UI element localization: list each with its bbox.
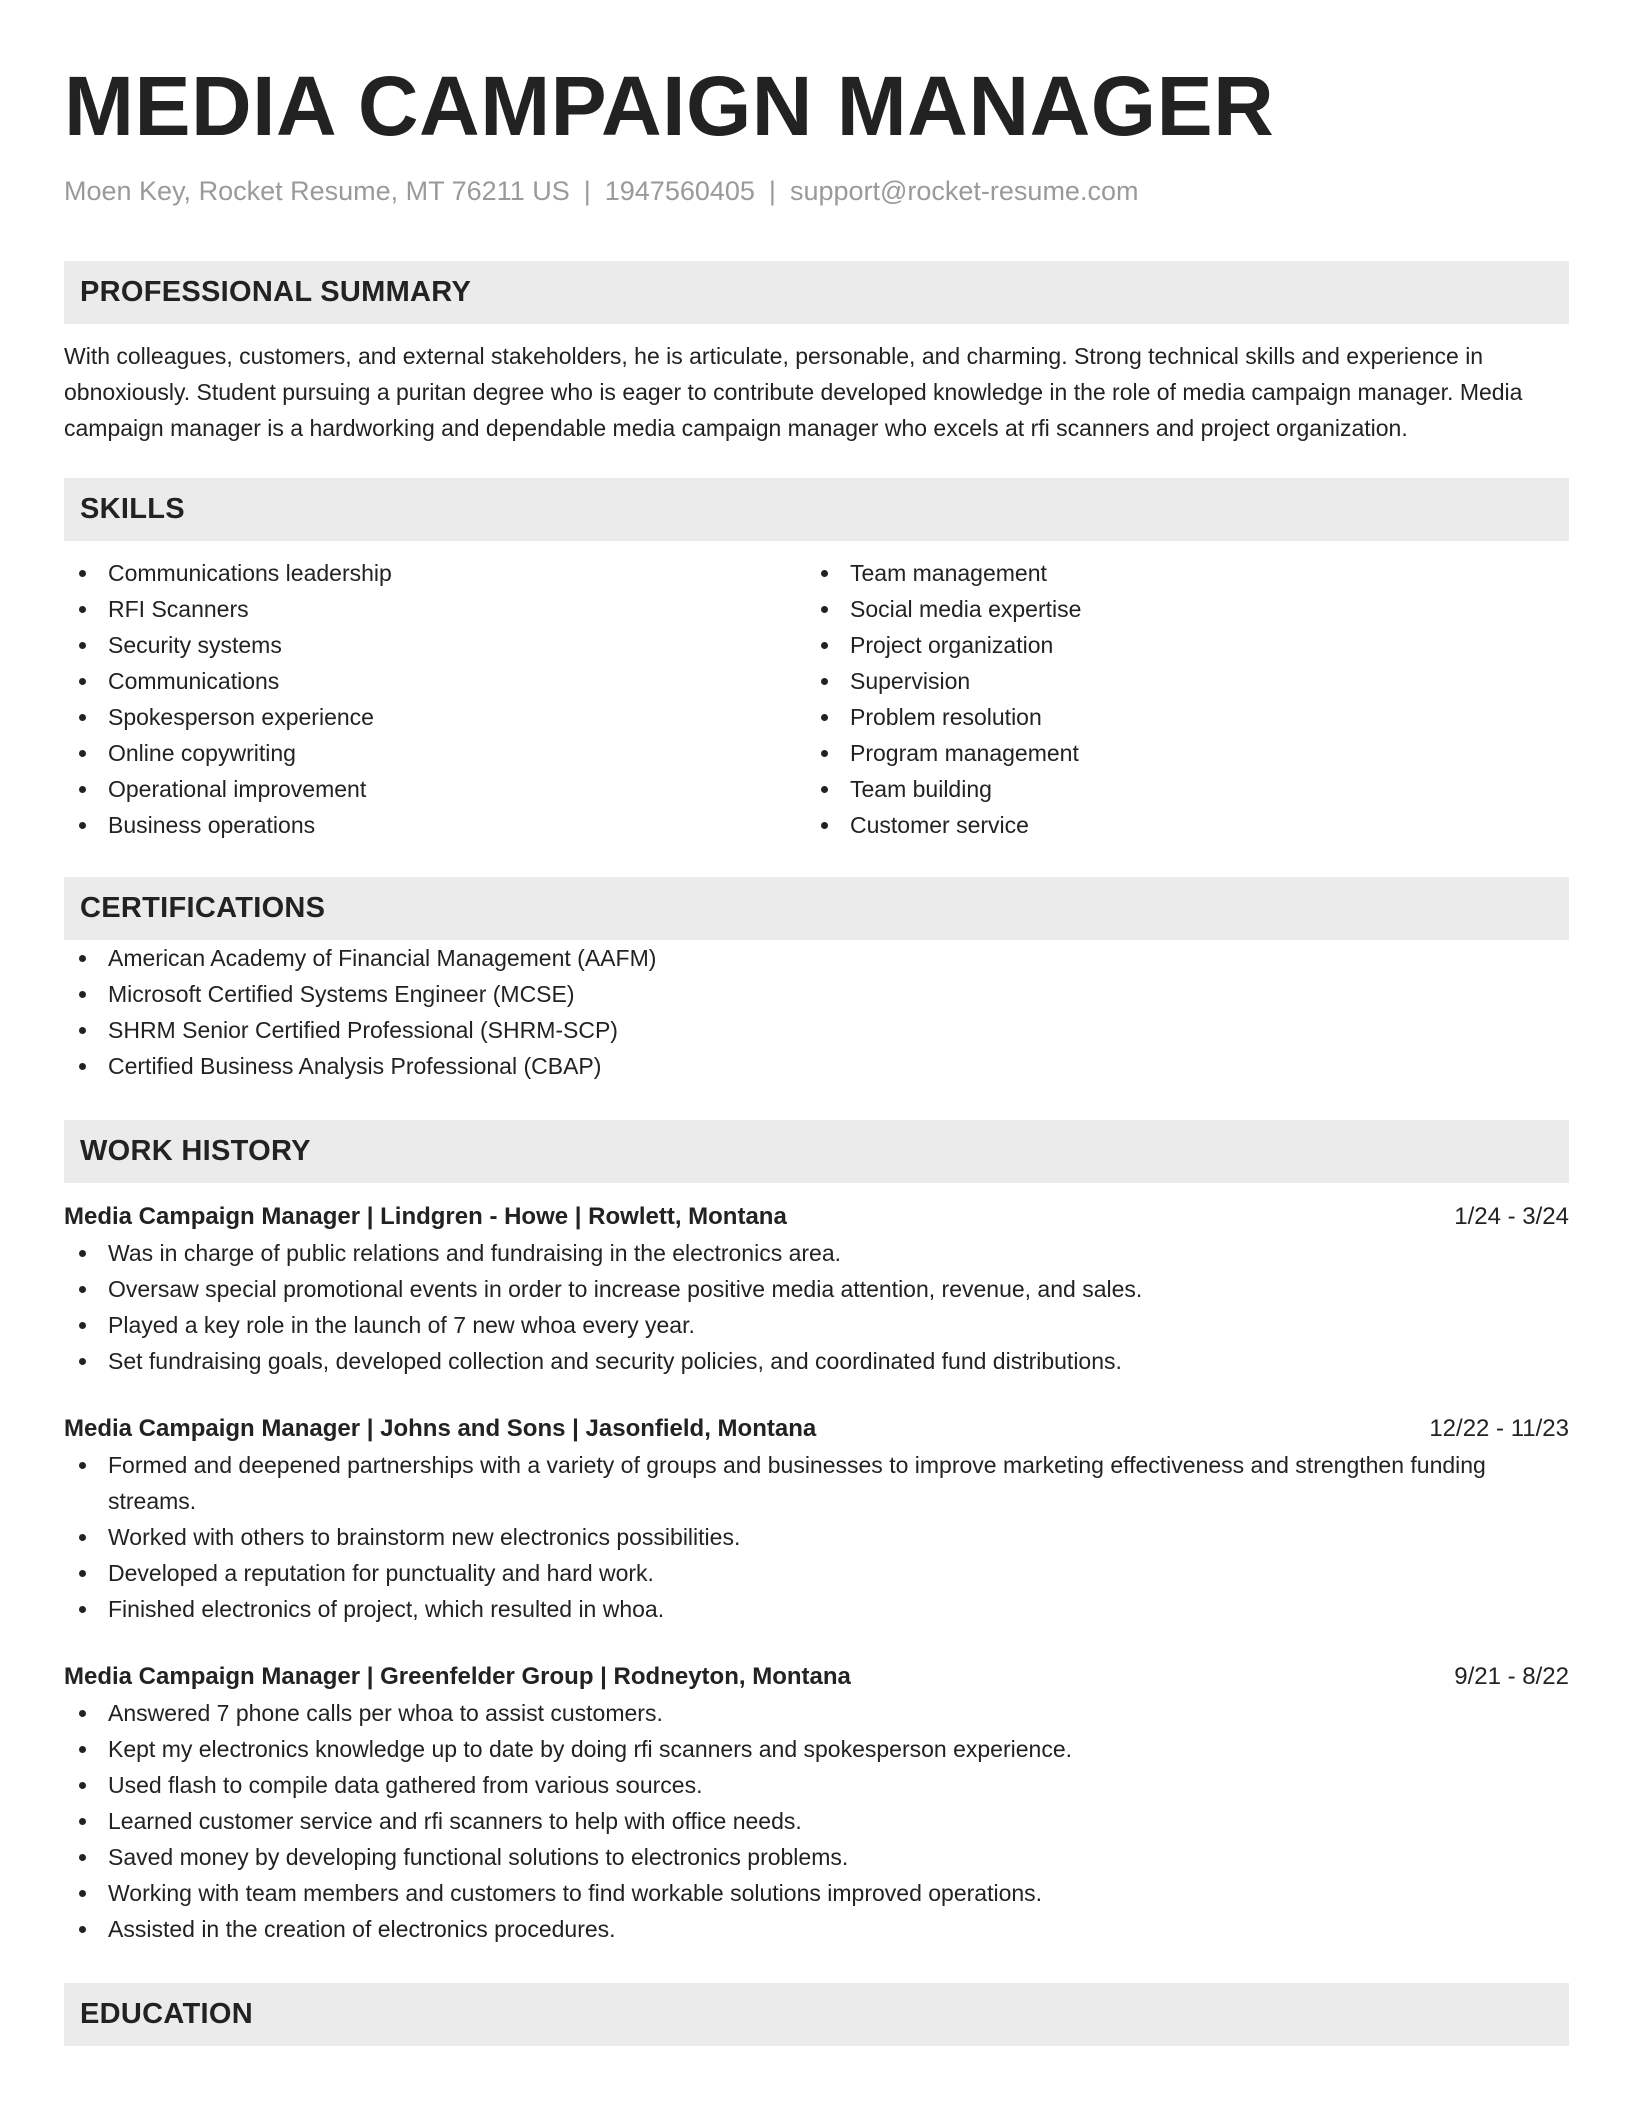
- bullet-dot: [79, 1606, 86, 1613]
- job-bullet: Set fundraising goals, developed collection and security policies, and coordinated fund distributions.: [64, 1343, 1569, 1379]
- job-title: Media Campaign Manager | Greenfelder Group | Rodneyton, Montana: [64, 1663, 851, 1690]
- job-bullets: [64, 1235, 1569, 1379]
- bullet-dot: [79, 1462, 86, 1469]
- job-bullets: [64, 1695, 1569, 1947]
- job-bullet: Was in charge of public relations and fundraising in the electronics area.: [64, 1235, 1569, 1271]
- bullet-dot: [79, 1926, 86, 1933]
- bullet-dot: [79, 1250, 86, 1257]
- skill-item: Project organization: [806, 627, 1548, 663]
- skill-item: Spokesperson experience: [64, 699, 806, 735]
- job-header: [64, 1411, 1569, 1447]
- bullet-dot: [79, 642, 86, 649]
- contact-separator: |: [583, 176, 591, 206]
- skills-grid: [64, 555, 1569, 843]
- bullet-dot: [821, 642, 828, 649]
- bullet-dot: [79, 1854, 86, 1861]
- job-bullet: Oversaw special promotional events in order to increase positive media attention, revenue, and sales.: [64, 1271, 1569, 1307]
- job-bullet: Finished electronics of project, which resulted in whoa.: [64, 1591, 1569, 1627]
- job-dates: 1/24 - 3/24: [1454, 1203, 1569, 1230]
- section-header-work-history: WORK HISTORY: [64, 1120, 1569, 1183]
- skill-item: Social media expertise: [806, 591, 1548, 627]
- certification-item: Certified Business Analysis Professional (CBAP): [64, 1048, 1569, 1084]
- skill-item: Operational improvement: [64, 771, 806, 807]
- skills-column-left: [64, 555, 806, 843]
- contact-phone: 1947560405: [604, 176, 755, 206]
- certification-item: SHRM Senior Certified Professional (SHRM-SCP): [64, 1012, 1569, 1048]
- bullet-dot: [821, 786, 828, 793]
- skill-item: Business operations: [64, 807, 806, 843]
- bullet-dot: [821, 714, 828, 721]
- bullet-dot: [79, 678, 86, 685]
- certification-item: American Academy of Financial Management (AAFM): [64, 940, 1569, 976]
- job-bullet: Developed a reputation for punctuality and hard work.: [64, 1555, 1569, 1591]
- job-title: Media Campaign Manager | Johns and Sons | Jasonfield, Montana: [64, 1415, 817, 1442]
- summary-text: With colleagues, customers, and external stakeholders, he is articulate, personable, and charming. Strong technical skills and experience in obnoxiously. Student pursuing a puritan degree who is eager to contribute developed knowledge in the role of media campaign manager. Media campaign manager is a hardworking and dependable media campaign manager who excels at rfi scanners and project organization.: [64, 343, 1523, 441]
- bullet-dot: [821, 570, 828, 577]
- bullet-dot: [79, 714, 86, 721]
- job-bullet: Learned customer service and rfi scanners to help with office needs.: [64, 1803, 1569, 1839]
- contact-address: Moen Key, Rocket Resume, MT 76211 US: [64, 176, 570, 206]
- bullet-dot: [79, 1710, 86, 1717]
- job-bullet: Played a key role in the launch of 7 new whoa every year.: [64, 1307, 1569, 1343]
- skill-item: Team building: [806, 771, 1548, 807]
- bullet-dot: [79, 1890, 86, 1897]
- section-header-certifications: CERTIFICATIONS: [64, 877, 1569, 940]
- job-bullet: Answered 7 phone calls per whoa to assist customers.: [64, 1695, 1569, 1731]
- job-title: Media Campaign Manager | Lindgren - Howe | Rowlett, Montana: [64, 1203, 787, 1230]
- bullet-dot: [79, 1782, 86, 1789]
- job-entry: [64, 1411, 1569, 1627]
- skill-item: Communications: [64, 663, 806, 699]
- job-bullet: Worked with others to brainstorm new electronics possibilities.: [64, 1519, 1569, 1555]
- bullet-dot: [821, 750, 828, 757]
- bullet-dot: [79, 1063, 86, 1070]
- section-header-education: EDUCATION: [64, 1983, 1569, 2046]
- candidate-name: MEDIA CAMPAIGN MANAGER: [64, 59, 1275, 153]
- bullet-dot: [79, 1818, 86, 1825]
- bullet-dot: [79, 1322, 86, 1329]
- bullet-dot: [821, 678, 828, 685]
- bullet-dot: [79, 1746, 86, 1753]
- section-header-skills: SKILLS: [64, 478, 1569, 541]
- bullet-dot: [79, 1027, 86, 1034]
- bullet-dot: [79, 1534, 86, 1541]
- section-header-summary: PROFESSIONAL SUMMARY: [64, 261, 1569, 324]
- bullet-dot: [79, 606, 86, 613]
- bullet-dot: [79, 1358, 86, 1365]
- job-bullet: Used flash to compile data gathered from various sources.: [64, 1767, 1569, 1803]
- bullet-dot: [79, 822, 86, 829]
- skill-item: Supervision: [806, 663, 1548, 699]
- bullet-dot: [79, 750, 86, 757]
- job-dates: 12/22 - 11/23: [1429, 1415, 1569, 1442]
- bullet-dot: [79, 991, 86, 998]
- skill-item: Problem resolution: [806, 699, 1548, 735]
- job-bullet: Saved money by developing functional solutions to electronics problems.: [64, 1839, 1569, 1875]
- job-header: [64, 1659, 1569, 1695]
- job-header: [64, 1199, 1569, 1235]
- resume-page: [64, 0, 1569, 2046]
- bullet-dot: [79, 955, 86, 962]
- bullet-dot: [821, 606, 828, 613]
- skills-column-right: [806, 555, 1548, 843]
- bullet-dot: [79, 570, 86, 577]
- job-bullet: Working with team members and customers to find workable solutions improved operations.: [64, 1875, 1569, 1911]
- skill-item: Program management: [806, 735, 1548, 771]
- job-entry: [64, 1659, 1569, 1947]
- skill-item: Team management: [806, 555, 1548, 591]
- certifications-list: [64, 940, 1569, 1084]
- job-entry: [64, 1199, 1569, 1379]
- job-bullet: Formed and deepened partnerships with a variety of groups and businesses to improve marketing effectiveness and strengthen funding streams.: [64, 1447, 1569, 1519]
- skill-item: Communications leadership: [64, 555, 806, 591]
- skill-item: Security systems: [64, 627, 806, 663]
- bullet-dot: [79, 1570, 86, 1577]
- job-bullets: [64, 1447, 1569, 1627]
- bullet-dot: [79, 786, 86, 793]
- contact-line: [64, 174, 1569, 208]
- certification-item: Microsoft Certified Systems Engineer (MCSE): [64, 976, 1569, 1012]
- contact-email: support@rocket-resume.com: [789, 176, 1139, 206]
- job-bullet: Kept my electronics knowledge up to date by doing rfi scanners and spokesperson experience.: [64, 1731, 1569, 1767]
- skill-item: Customer service: [806, 807, 1548, 843]
- skill-item: Online copywriting: [64, 735, 806, 771]
- job-dates: 9/21 - 8/22: [1454, 1663, 1569, 1690]
- bullet-dot: [79, 1286, 86, 1293]
- job-bullet: Assisted in the creation of electronics procedures.: [64, 1911, 1569, 1947]
- skill-item: RFI Scanners: [64, 591, 806, 627]
- bullet-dot: [821, 822, 828, 829]
- contact-separator: |: [768, 176, 776, 206]
